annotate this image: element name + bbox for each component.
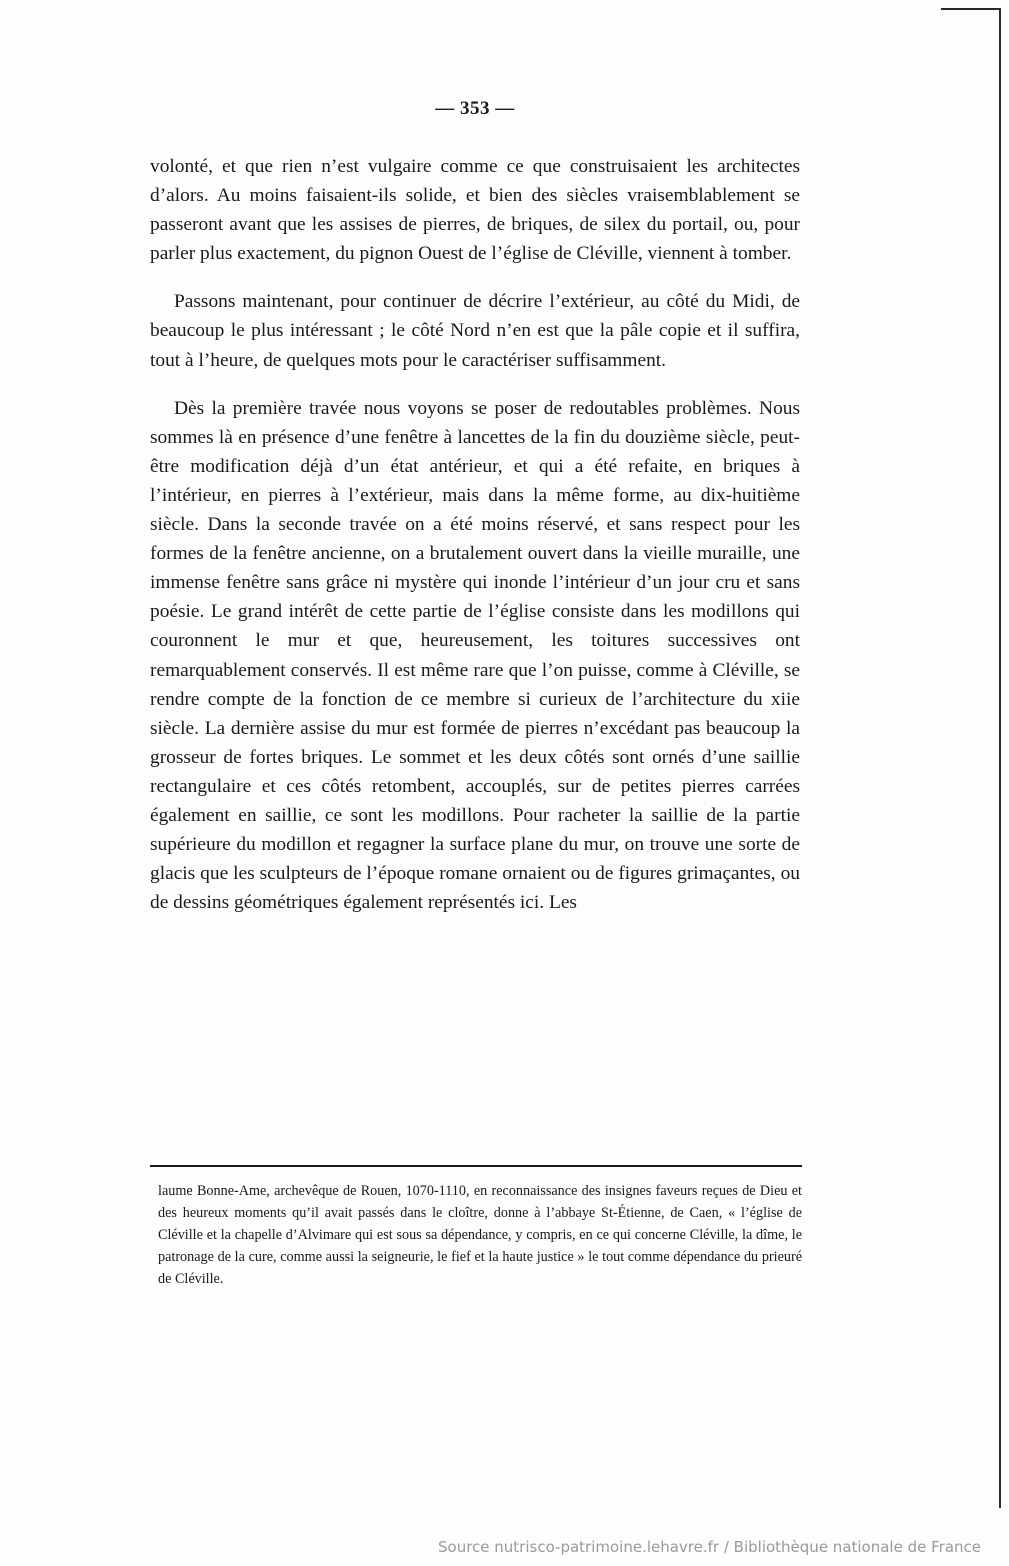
paragraph-1: volonté, et que rien n’est vulgaire comme ce que construisaient les architectes d’alors. Au moins faisaient-ils solide, et bien des siècles vraisemblablement se passeront avant que les assises de pierres, de briques, de silex du portail, ou, pour parler plus exactement, du pignon Ouest de l’église de Cléville, viennent à tomber. bbox=[150, 156, 800, 265]
paragraph-2: Passons maintenant, pour continuer de décrire l’extérieur, au côté du Midi, de beaucoup le plus intéressant ; le côté Nord n’en est que la pâle copie et il suffira, tout à l’heure, de quelques mots pour le caractériser suffisamment. bbox=[150, 291, 800, 371]
source-attribution: Source nutrisco-patrimoine.lehavre.fr / Bibliothèque nationale de France bbox=[438, 1538, 981, 1556]
page-number: — 353 — bbox=[435, 98, 515, 119]
paragraph-3: Dès la première travée nous voyons se poser de redoutables problèmes. Nous sommes là en présence d’une fenêtre à lancettes de la fin du douzième siècle, peut-être modification déjà d’un état antérieur, et qui a été refaite, en briques à l’intérieur, en pierres à l’extérieur, mais dans la même forme, au dix-huitième siècle. Dans la seconde travée on a été moins réservé, et sans respect pour les formes de la fenêtre ancienne, on a brutalement ouvert dans la vieille muraille, une immense fenêtre sans grâce ni mystère qui inonde l’intérieur d’un jour cru et sans poésie. Le grand intérêt de cette partie de l’église consiste dans les modillons qui couronnent le mur et que, heureusement, les toitures successives ont remarquablement conservés. Il est même rare que l’on puisse, comme à Cléville, se rendre compte de la fonction de ce membre si curieux de l’architecture du xiie siècle. La dernière assise du mur est formée de pierres n’excédant pas beaucoup la grosseur de fortes briques. Le sommet et les deux côtés sont ornés d’une saillie rectangulaire et ces côtés retombent, accouplés, sur de petites pierres carrées également en saillie, ce sont les modillons. Pour racheter la saillie de la partie supérieure du modillon et regagner la surface plane du mur, on trouve une sorte de glacis que les sculpteurs de l’époque romane ornaient ou de figures grimaçantes, ou de dessins géométriques également représentés ici. Les bbox=[150, 397, 800, 914]
footnote: laume Bonne-Ame, archevêque de Rouen, 1070-1110, en reconnaissance des insignes faveurs reçues de Dieu et des heureux moments qu’il avait passés dans le cloître, donne à l’abbaye St-Étienne, de Caen, « l’église de Cléville et la chapelle d’Alvimare qui est sous sa dépendance, y compris, en ce qui concerne Cléville, la dîme, le patronage de la cure, comme aussi la seigneurie, le fief et la haute justice » le tout comme dépendance du prieuré de Cléville. bbox=[158, 1183, 802, 1287]
body-text bbox=[150, 152, 800, 917]
footnote-divider bbox=[150, 1165, 802, 1167]
page-edge-top bbox=[941, 8, 1001, 10]
page-edge-right bbox=[999, 8, 1001, 1508]
